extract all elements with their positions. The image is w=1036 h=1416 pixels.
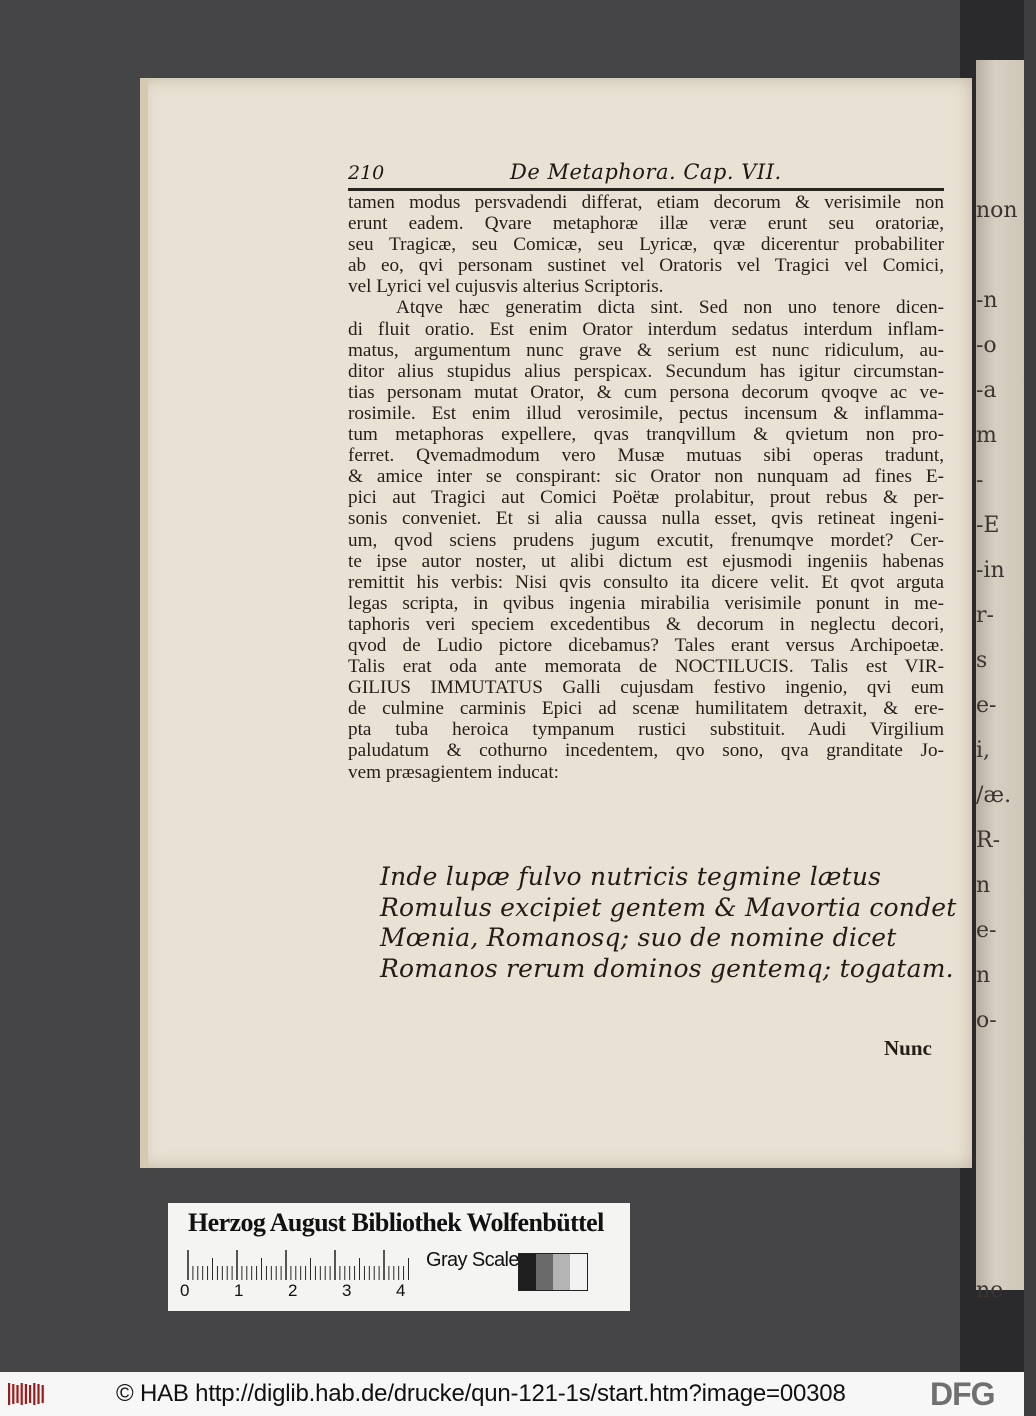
text-line: GILIUS IMMUTATUS Galli cujusdam festivo ingenio, qvi eum (348, 677, 944, 699)
running-head: De Metaphora. Cap. VII. (510, 160, 782, 184)
adjacent-text-fragment: R- (976, 828, 1000, 853)
catchword: Nunc (884, 1036, 932, 1060)
ruler-number: 0 (180, 1281, 190, 1300)
adjacent-text-fragment: non (976, 198, 1018, 223)
text-line: de culmine carminis Epici ad scenæ humilitatem detraxit, & ere- (348, 698, 944, 720)
ruler-number: 2 (288, 1281, 298, 1300)
verse-line: Inde lupæ fulvo nutricis tegmine lætus (380, 862, 882, 891)
adjacent-text-fragment: r- (976, 603, 994, 628)
logo-bar (33, 1383, 35, 1405)
page-number: 210 (348, 162, 385, 184)
text-line: qvod de Ludio pictore dicebamus? Tales erant versus Archipoetæ. (348, 634, 944, 656)
adjacent-text-fragment: e- (976, 918, 997, 943)
logo-bar (12, 1384, 14, 1404)
text-line: Atqve hæc generatim dicta sint. Sed non uno tenore dicen- (396, 297, 944, 319)
verse-line: Romanos rerum dominos gentemq; togatam. (380, 953, 954, 983)
grayscale-label: Gray Scale (426, 1249, 519, 1271)
ruler-scale (186, 1246, 416, 1282)
page-edge (140, 78, 148, 1168)
adjacent-text-fragment: -n (976, 288, 998, 313)
adjacent-text-fragment: -a (976, 378, 997, 403)
hab-logo-icon (6, 1379, 46, 1409)
body-text (348, 192, 944, 783)
text-line: matus, argumentum nunc grave & serium est nunc ridiculum, au- (348, 339, 944, 361)
text-line: vel Lyrici vel cujusvis alterius Scriptoris. (348, 276, 664, 298)
logo-bar (25, 1384, 27, 1404)
text-line: ditor alius stupidus alius perspicax. Secundum has igitur circumstan- (348, 360, 944, 382)
adjacent-text-fragment: i, (976, 738, 991, 763)
library-title: Herzog August Bibliothek Wolfenbüttel (188, 1208, 604, 1237)
dfg-logo: DFG (930, 1376, 995, 1412)
footer-copyright-url[interactable]: © HAB http://diglib.hab.de/drucke/qun-121-1s/start.htm?image=00308 (116, 1380, 846, 1407)
adjacent-text-fragment: s (976, 648, 988, 673)
ruler-number: 4 (396, 1281, 406, 1300)
verse-line: Mœnia, Romanosq; suo de nomine dicet (380, 923, 897, 952)
adjacent-text-fragment: o- (976, 1008, 997, 1033)
text-line: seu Tragicæ, seu Comicæ, seu Lyricæ, qvæ dicerentur probabiliter (348, 234, 944, 256)
text-line: di fluit oratio. Est enim Orator interdum sedatus interdum inflam- (348, 318, 944, 340)
grayscale-patches (518, 1253, 588, 1291)
text-line: legas scripta, in qvibus ingenia mirabilia verisimile ponunt in me- (348, 592, 944, 614)
verse-line: Romulus excipiet gentem & Mavortia condet (380, 892, 957, 922)
text-line: taphoris veri speciem excedentibus & decorum in neglectu decori, (348, 613, 944, 635)
text-line: pta tuba heroica tympanum rustici substituit. Audi Virgilium (348, 719, 944, 741)
adjacent-text-fragment: m (976, 423, 997, 448)
logo-bar (37, 1384, 39, 1404)
text-line: paludatum & cothurno incedentem, qvo sono, qva granditate Jo- (348, 740, 944, 762)
logo-bar (21, 1383, 23, 1405)
adjacent-text-fragment: -o (976, 333, 997, 358)
logo-bar (29, 1385, 31, 1403)
text-line: ferret. Qvemadmodum vero Musæ mutuas sibi operas tradunt, (348, 445, 944, 467)
text-line: remittit his verbis: Nisi qvis consulto ita dicere velit. Et qvot arguta (348, 571, 944, 593)
text-line: & amice inter se conspirant: sic Orator non nunquam ad fines E- (348, 466, 944, 488)
adjacent-text-fragment: /æ. (976, 783, 1012, 808)
verse-block (380, 862, 957, 984)
ruler-number: 3 (342, 1281, 352, 1300)
grayscale-patch (553, 1254, 570, 1290)
text-line: te ipse autor noster, ut alibi dictum est ejusmodi ingeniis habenas (348, 550, 944, 572)
logo-bar (42, 1385, 44, 1403)
text-line: um, qvod sciens prudens jugum excutit, frenumqve mordet? Cer- (348, 529, 944, 551)
adjacent-text-fragment: -E (976, 513, 1000, 538)
text-line: pici aut Tragici aut Comici Poëtæ prolabitur, prout rebus & per- (348, 487, 944, 509)
adjacent-text-fragment: n (976, 963, 991, 988)
grayscale-patch (536, 1254, 553, 1290)
adjacent-text-fragment: ne (976, 1278, 1004, 1303)
ruler-number: 1 (234, 1281, 244, 1300)
logo-bar (16, 1385, 18, 1403)
text-line: tamen modus persvadendi differat, etiam decorum & verisimile non (348, 192, 944, 213)
logo-bar (8, 1383, 10, 1405)
text-line: tum metaphoras expellere, qvas tranqvillum & qvietum non pro- (348, 424, 944, 446)
ruler-numbers (180, 1281, 420, 1303)
library-card (168, 1203, 630, 1311)
text-line: rosimile. Est enim illud verosimile, pectus incensum & inflamma- (348, 402, 944, 424)
page-header (348, 158, 944, 188)
adjacent-text-fragment: e- (976, 693, 997, 718)
header-rule (348, 188, 944, 191)
footer-bar (0, 1372, 1024, 1416)
text-line: vem præsagientem inducat: (348, 761, 560, 783)
grayscale-patch (519, 1254, 536, 1290)
text-line: tias personam mutat Orator, & cum persona decorum qvoqve ac ve- (348, 381, 944, 403)
text-line: ab eo, qvi personam sustinet vel Oratoris vel Tragici vel Comici, (348, 255, 944, 277)
text-line: sonis conveniet. Et si alia caussa nulla esset, qvis retineat ingeni- (348, 508, 944, 530)
text-line: Talis erat oda ante memorata de NOCTILUCIS. Talis est VIR- (348, 656, 944, 678)
adjacent-text-fragment: n (976, 873, 991, 898)
text-line: erunt eadem. Qvare metaphoræ illæ veræ erunt seu oratoriæ, (348, 213, 944, 235)
grayscale-patch (570, 1254, 587, 1290)
adjacent-text-fragment: - (976, 468, 984, 493)
adjacent-page-fragment (976, 60, 1024, 1303)
adjacent-text-fragment: -in (976, 558, 1005, 583)
